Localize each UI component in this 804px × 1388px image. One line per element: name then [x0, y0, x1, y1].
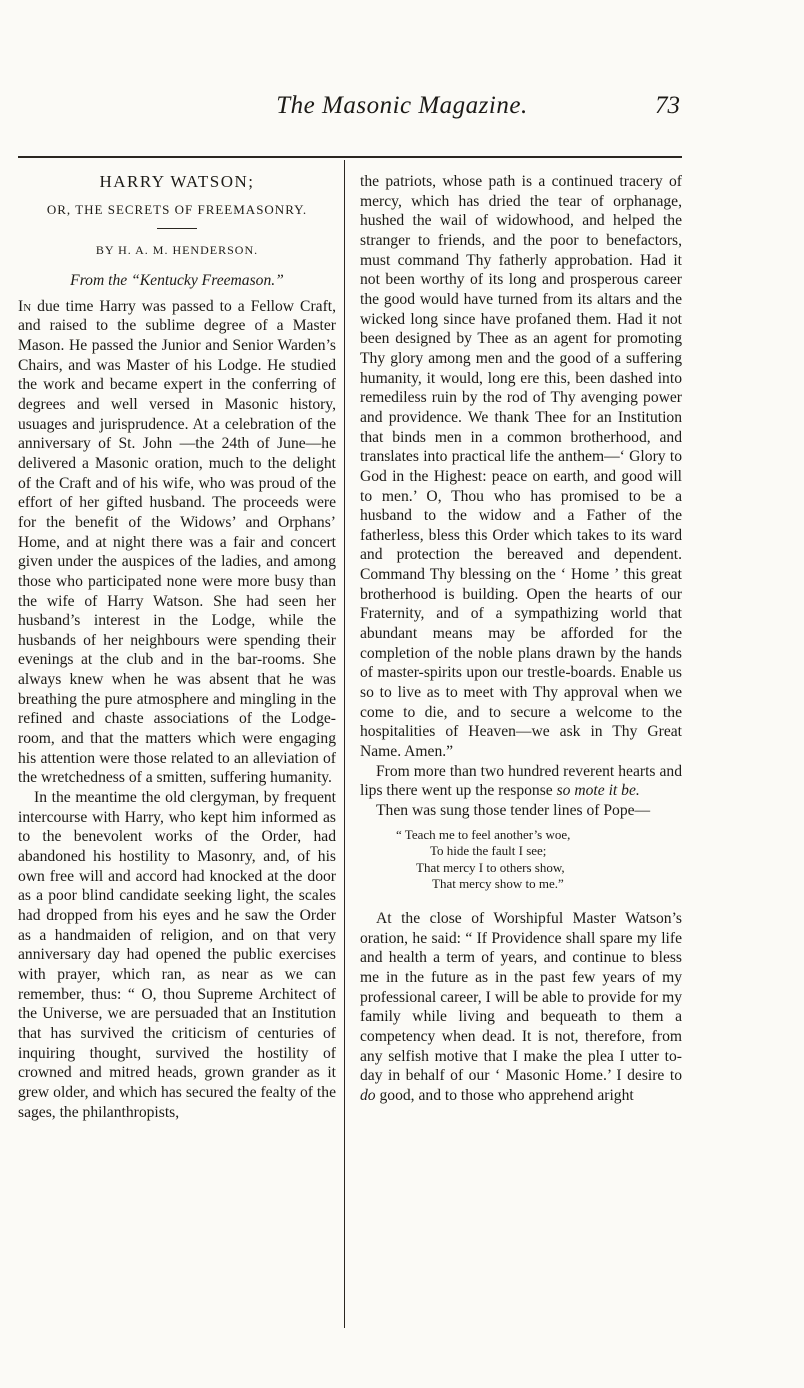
right-column	[360, 172, 682, 1106]
column-divider	[344, 160, 345, 1328]
header-rule	[18, 156, 682, 158]
article-title: HARRY WATSON;	[99, 172, 255, 191]
left-column	[18, 172, 336, 1122]
paragraph: Then was sung those tender lines of Pope—	[376, 802, 651, 819]
paragraph	[18, 297, 336, 788]
paragraph-text: good, and to those who apprehend aright	[375, 1086, 634, 1104]
verse-line: That mercy show to me.”	[432, 876, 564, 892]
verse-line: That mercy I to others show,	[416, 859, 565, 875]
verse-line: To hide the fault I see;	[430, 843, 547, 859]
byline: BY H. A. M. HENDERSON.	[95, 243, 259, 257]
paragraph: the patriots, whose path is a continued tracery of mercy, which has dried the tear of orphanage, hushed the wail of widowhood, and helped the stranger to friends, and the poor to benefactors, must command Thy fatherly approbation. Had it not been worthy of its long and prosperous career the good would have turned from its altars and the wicked long since have profaned them. Had it not been designed by Thee as an agent for promoting Thy glory among men and the good of a suffering humanity, it would, long ere this, been dashed into remediless ruin by the rod of Thy avenging power and providence. We thank Thee for an Institution that binds men in a common brotherhood, and translates into practical life the anthem—‘ Glory to God in the Highest: peace on earth, and good will to men.’ O, Thou who has promised to be a husband to the widow and a Father of the fatherless, bless this Order which takes to its ward and protection the bereaved and dependent. Command Thy blessing on the ‘ Home ’ this great brotherhood is building. Open the hearts of our Fraternity, and of a sympathizing world that abundant means may be afforded for the completion of the noble plans drawn by the hands of master-spirits upon our trestle-boards. Enable us so to live as to meet with Thy approval when we come to die, and to secure a welcome to the hospitalities of Heaven—we ask in Thy Great Name. Amen.”	[360, 173, 682, 761]
paragraph-text: due time Harry was passed to a Fellow Craft, and raised to the sublime degree of a Master Mason. He passed the Junior and Senior Warden’s Chairs, and was Master of his Lodge. He studied the work and became expert in the conferring of degrees and well versed in Masonic history, usuages and jurisprudence. At a celebration of the anniversary of St. John —the 24th of June—he delivered a Masonic oration, much to the delight of the Craft and of his wife, who was proud of the effort of her gifted husband. The proceeds were for the benefit of the Widows’ and Orphans’ Home, and at night there was a fair and concert given under the auspices of the ladies, and among those who participated none were more busy than the wife of Harry Watson. She had seen her husband’s interest in the Lodge, while the husbands of her neighbours were spending their evenings at the club and in the bar-rooms. She always knew when he was absent that he was breathing the pure atmosphere and mingling in the refined and chaste associations of the Lodge-room, and that the matters which were engaging his attention were those related to an alleviation of the wretchedness of a smitten, suffering humanity.	[18, 297, 336, 787]
paragraph-text: At the close of Worshipful Master Watson’s oration, he said: “ If Providence shall spare my life and health a term of years, and continue to bless me in the future as in the past few years of my professional career, I will be able to provide for my family while living and bequeath to them a competency when dead. It is not, therefore, from any selfish motive that I make the plea I utter to-day in behalf of our ‘ Masonic Home.’ I desire to	[360, 910, 682, 1085]
article-subtitle: OR, THE SECRETS OF FREEMASONRY.	[46, 202, 308, 217]
running-title: The Masonic Magazine.	[276, 92, 528, 119]
verse-line: “ Teach me to feel another’s woe,	[396, 826, 571, 842]
paragraph	[360, 909, 682, 1106]
verse-quote	[360, 827, 682, 893]
source-line: From the “Kentucky Freemason.”	[70, 272, 284, 289]
paragraph	[360, 762, 682, 801]
title-rule	[157, 228, 197, 229]
page-number: 73	[655, 92, 680, 119]
paragraph-italic: so mote it be.	[556, 782, 640, 800]
paragraph: In the meantime the old clergyman, by frequent intercourse with Harry, who kept him informed as to the benevolent works of the Order, had abandoned his hostility to Masonry, and, of his own free will and accord had knocked at the door as a poor blind candidate seeking light, the scales had dropped from his eyes and he saw the Order as a handmaiden of religion, and on that very anniversary day had opened the public exercises with prayer, which ran, as near as we can remember, thus: “ O, thou Supreme Architect of the Universe, we are persuaded that an Institution that has survived the criticism of centuries of inquiring thought, survived the hostility of crowned and mitred heads, grown grander as it grew older, and which has secured the fealty of the sages, the philanthropists,	[18, 789, 336, 1121]
paragraph-text: From more than two hundred reverent hearts and lips there went up the response	[360, 762, 682, 800]
running-head	[0, 92, 804, 132]
paragraph-italic: do	[360, 1086, 376, 1104]
paragraph-lead: In	[18, 297, 32, 315]
